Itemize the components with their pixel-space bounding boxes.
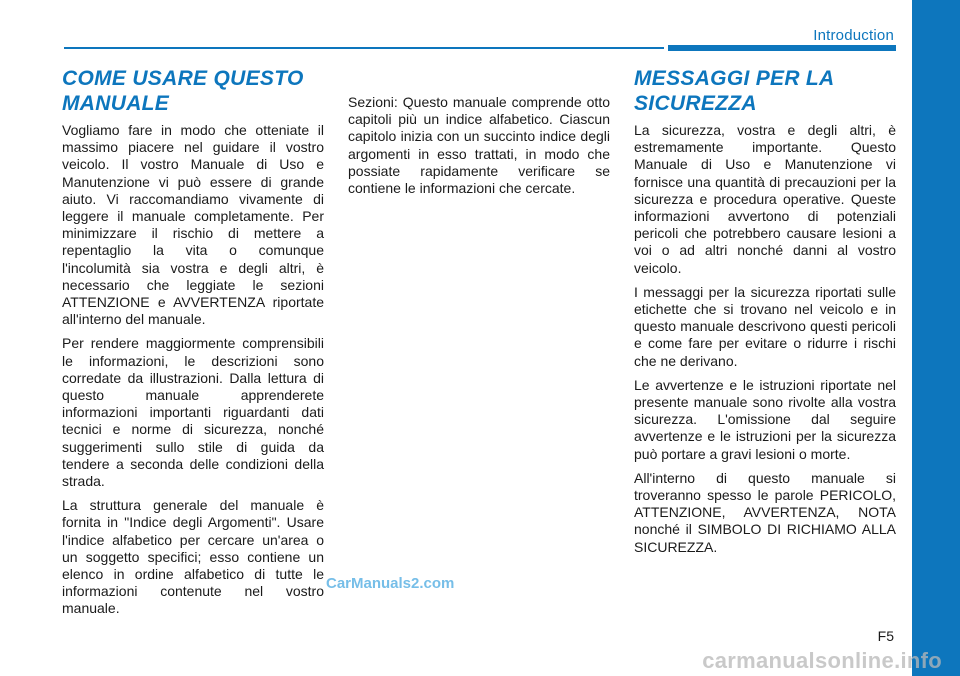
page-number: F5 <box>877 628 894 644</box>
safety-messages-title: MESSAGGI PER LA SICUREZZA <box>634 67 834 115</box>
watermark-carmanualsonline[interactable]: carmanualsonline.info <box>702 648 942 673</box>
how-to-use-paragraph-3: La struttura generale del manuale è fornita in "Indice degli Argomenti". Usare l'indice alfabetico per cercare un'area o un soggetto specifici; esso contiene un elenco in ordine alfabetico di tutte le informazioni contenute nel vostro manuale. <box>62 497 324 617</box>
safety-paragraph-4: All'interno di questo manuale si troveranno spesso le parole PERICOLO, ATTENZIONE, AVVERTENZA, NOTA nonché il SIMBOLO DI RICHIAMO ALLA SICUREZZA. <box>634 469 896 555</box>
safety-paragraph-1: La sicurezza, vostra e degli altri, è estremamente importante. Questo Manuale di Uso e Manutenzione vi fornisce una quantità di precauzioni per la sicurezza e procedura operative. Queste informazioni avvertono di potenziali pericoli che potrebbero causare lesioni a voi o ad altri nonché danni al vostro veicolo. <box>634 122 896 276</box>
header-rule <box>64 47 664 49</box>
how-to-use-paragraph-4: Sezioni: Questo manuale comprende otto capitoli più un indice alfabetico. Ciascun capitolo inizia con un succinto indice degli argomenti in esso trattati, in modo che possiate rapidamente verificare se contiene le informazioni che cercate. <box>348 94 610 197</box>
section-header-title: Introduction <box>813 27 894 44</box>
safety-paragraph-3: Le avvertenze e le istruzioni riportate nel presente manuale sono rivolte alla vostra sicurezza. L'omissione dal seguire avvertenze e le istruzioni per la sicurezza può portare a gravi lesioni o morte. <box>634 376 896 462</box>
watermark-carmanuals2[interactable]: CarManuals2.com <box>326 575 455 592</box>
how-to-use-paragraph-1: Vogliamo fare in modo che otteniate il massimo piacere nel guidare il vostro veicolo. Il vostro Manuale di Uso e Manutenzione vi può essere di grande aiuto. Vi raccomandiamo vivamente di leggere il manuale completamente. Per minimizzare il rischio di mettere a repentaglio la vita o comunque l'incolumità sia vostra e degli altri, è necessario che leggiate le sezioni ATTENZIONE e AVVERTENZA riportate all'interno del manuale. <box>62 122 324 328</box>
side-color-bar <box>912 0 960 676</box>
column-right <box>634 64 896 563</box>
safety-paragraph-2: I messaggi per la sicurezza riportati sulle etichette che si trovano nel veicolo e in questo manuale descrivono questi pericoli e come fare per evitare o ridurre i rischi che ne derivano. <box>634 283 896 369</box>
how-to-use-title: COME USARE QUESTO MANUALE <box>62 67 304 115</box>
column-middle <box>348 94 610 204</box>
header-accent-bar <box>668 45 896 51</box>
column-left <box>62 64 324 625</box>
how-to-use-paragraph-2: Per rendere maggiormente comprensibili le informazioni, le descrizioni sono corredate da illustrazioni. Dalla lettura di questo manuale apprenderete informazioni importanti riguardanti dati tecnici e norme di sicurezza, nonché suggerimenti sullo stile di guida da tendere a seconda delle condizioni della strada. <box>62 335 324 490</box>
